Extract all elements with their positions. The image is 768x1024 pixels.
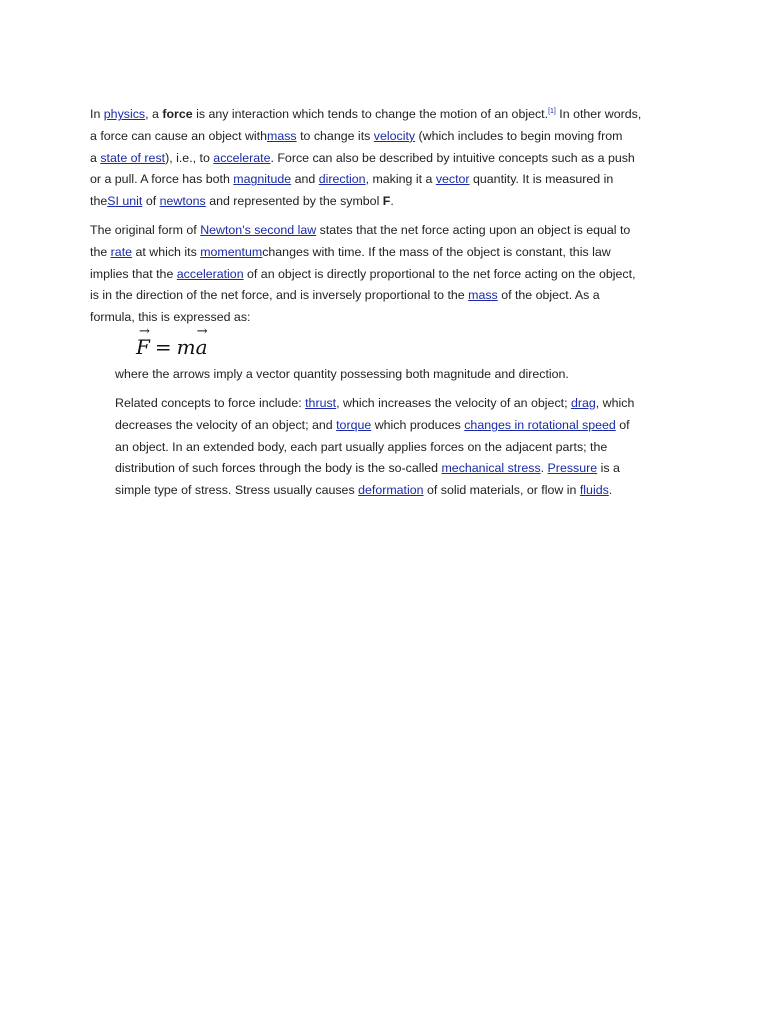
link-momentum[interactable]: momentum [200,244,263,259]
link-accelerate[interactable]: accelerate [213,150,271,165]
text-line: where the arrows imply a vector quantity possessing both magnitude and direction. [115,367,569,381]
text-run: , which increases the velocity of an object; [336,396,571,410]
text-line [115,415,634,437]
text-run: the [90,244,111,259]
text-line [90,191,641,213]
text-run: (which includes to begin moving from [415,128,623,143]
link-mechanical-stress[interactable]: mechanical stress [441,461,541,476]
text-run: . [540,461,548,476]
text-run: of [142,194,160,209]
link-magnitude[interactable]: magnitude [233,172,292,187]
vector-a [195,324,208,361]
text-run: and represented by the symbol [205,194,383,209]
link-fluids[interactable]: fluids [579,483,609,498]
text-run: which produces [371,417,465,432]
text-run: The original form of [90,223,201,237]
text-line [115,437,634,459]
text-run: formula, this is expressed as: [90,310,251,325]
text-line [90,264,636,286]
text-line [115,458,634,480]
link-changes-in-rotational-speed[interactable]: changes in rotational speed [464,417,616,432]
formula-symbol-m: m [176,335,196,359]
text-run: of the object. As a [497,288,600,303]
text-run: , a [145,107,163,121]
text-run: to change its [296,128,374,143]
link-thrust[interactable]: thrust [305,396,337,410]
formula-equals: = [154,335,172,359]
text-run: a force can cause an object with [90,128,268,143]
link-vector[interactable]: vector [435,172,470,187]
text-line [90,126,641,148]
link-velocity[interactable]: velocity [373,128,416,143]
citation-ref-1[interactable]: [1] [548,107,556,115]
link-deformation[interactable]: deformation [358,483,424,498]
text-run: of an object is directly proportional to the net force acting on the object, [243,266,636,281]
text-line [115,393,634,415]
link-drag[interactable]: drag [570,396,596,410]
text-run: decreases the velocity of an object; and [115,417,337,432]
text-run: . Force can also be described by intuitive concepts such as a push [270,150,635,165]
text-run: is in the direction of the net force, and is inversely proportional to the [90,288,469,303]
paragraph-force-definition [90,104,641,213]
vector-f [136,324,150,361]
text-run: a [90,150,101,165]
text-run: In [90,107,104,121]
text-line [90,285,636,307]
formula-symbol-a: a [195,335,208,359]
text-run: is a [597,461,620,476]
link-rate[interactable]: rate [110,244,133,259]
text-line [90,169,641,191]
link-direction[interactable]: direction [318,172,366,187]
link-torque[interactable]: torque [336,417,372,432]
text-run: ), i.e., to [165,150,214,165]
paragraph-arrow-explanation [115,364,569,386]
text-run: of [615,417,630,432]
text-run: and [291,172,319,187]
link-physics[interactable]: physics [103,107,146,121]
text-run: . [608,483,613,498]
text-run: of solid materials, or flow in [423,483,580,498]
paragraph-related-concepts [115,393,634,502]
text-run: , making it a [365,172,436,187]
text-run: simple type of stress. Stress usually causes [115,483,359,498]
text-run: In other words, [555,107,642,121]
text-run: is any interaction which tends to change the motion of an object. [192,107,549,121]
formula-f-equals-ma [136,324,208,361]
link-pressure[interactable]: Pressure [547,461,598,476]
text-line [90,242,636,264]
text-run: states that the net force acting upon an object is equal to [316,223,631,237]
text-line [90,148,641,170]
link-newtons[interactable]: newtons [159,194,206,209]
text-run: or a pull. A force has both [90,172,234,187]
formula-symbol-f: F [136,335,150,359]
text-run: changes with time. If the mass of the object is constant, this law [262,244,611,259]
text-line [90,104,641,126]
vector-arrow-icon: → [196,324,208,339]
text-run: an object. In an extended body, each part usually applies forces on the adjacent parts; the [115,439,608,454]
text-run: quantity. It is measured in [469,172,614,187]
link-newtons-second-law[interactable]: Newton's second law [200,223,317,237]
symbol-f-bold: F [382,194,391,209]
text-run: Related concepts to force include: [115,396,306,410]
text-line [90,220,636,242]
text-line [90,307,636,329]
text-run: at which its [132,244,201,259]
text-run: the [90,194,108,209]
link-acceleration[interactable]: acceleration [176,266,244,281]
vector-arrow-icon: → [139,324,150,339]
text-line [115,480,634,502]
link-state-of-rest[interactable]: state of rest [100,150,166,165]
paragraph-newtons-second-law [90,220,636,329]
text-run: implies that the [90,266,177,281]
link-si-unit[interactable]: SI unit [107,194,143,209]
link-mass[interactable]: mass [267,128,297,143]
text-run: , which [595,396,635,410]
link-mass-2[interactable]: mass [468,288,498,303]
term-force-bold: force [162,107,193,121]
text-run: distribution of such forces through the body is the so-called [115,461,442,476]
text-run: . [390,194,394,209]
